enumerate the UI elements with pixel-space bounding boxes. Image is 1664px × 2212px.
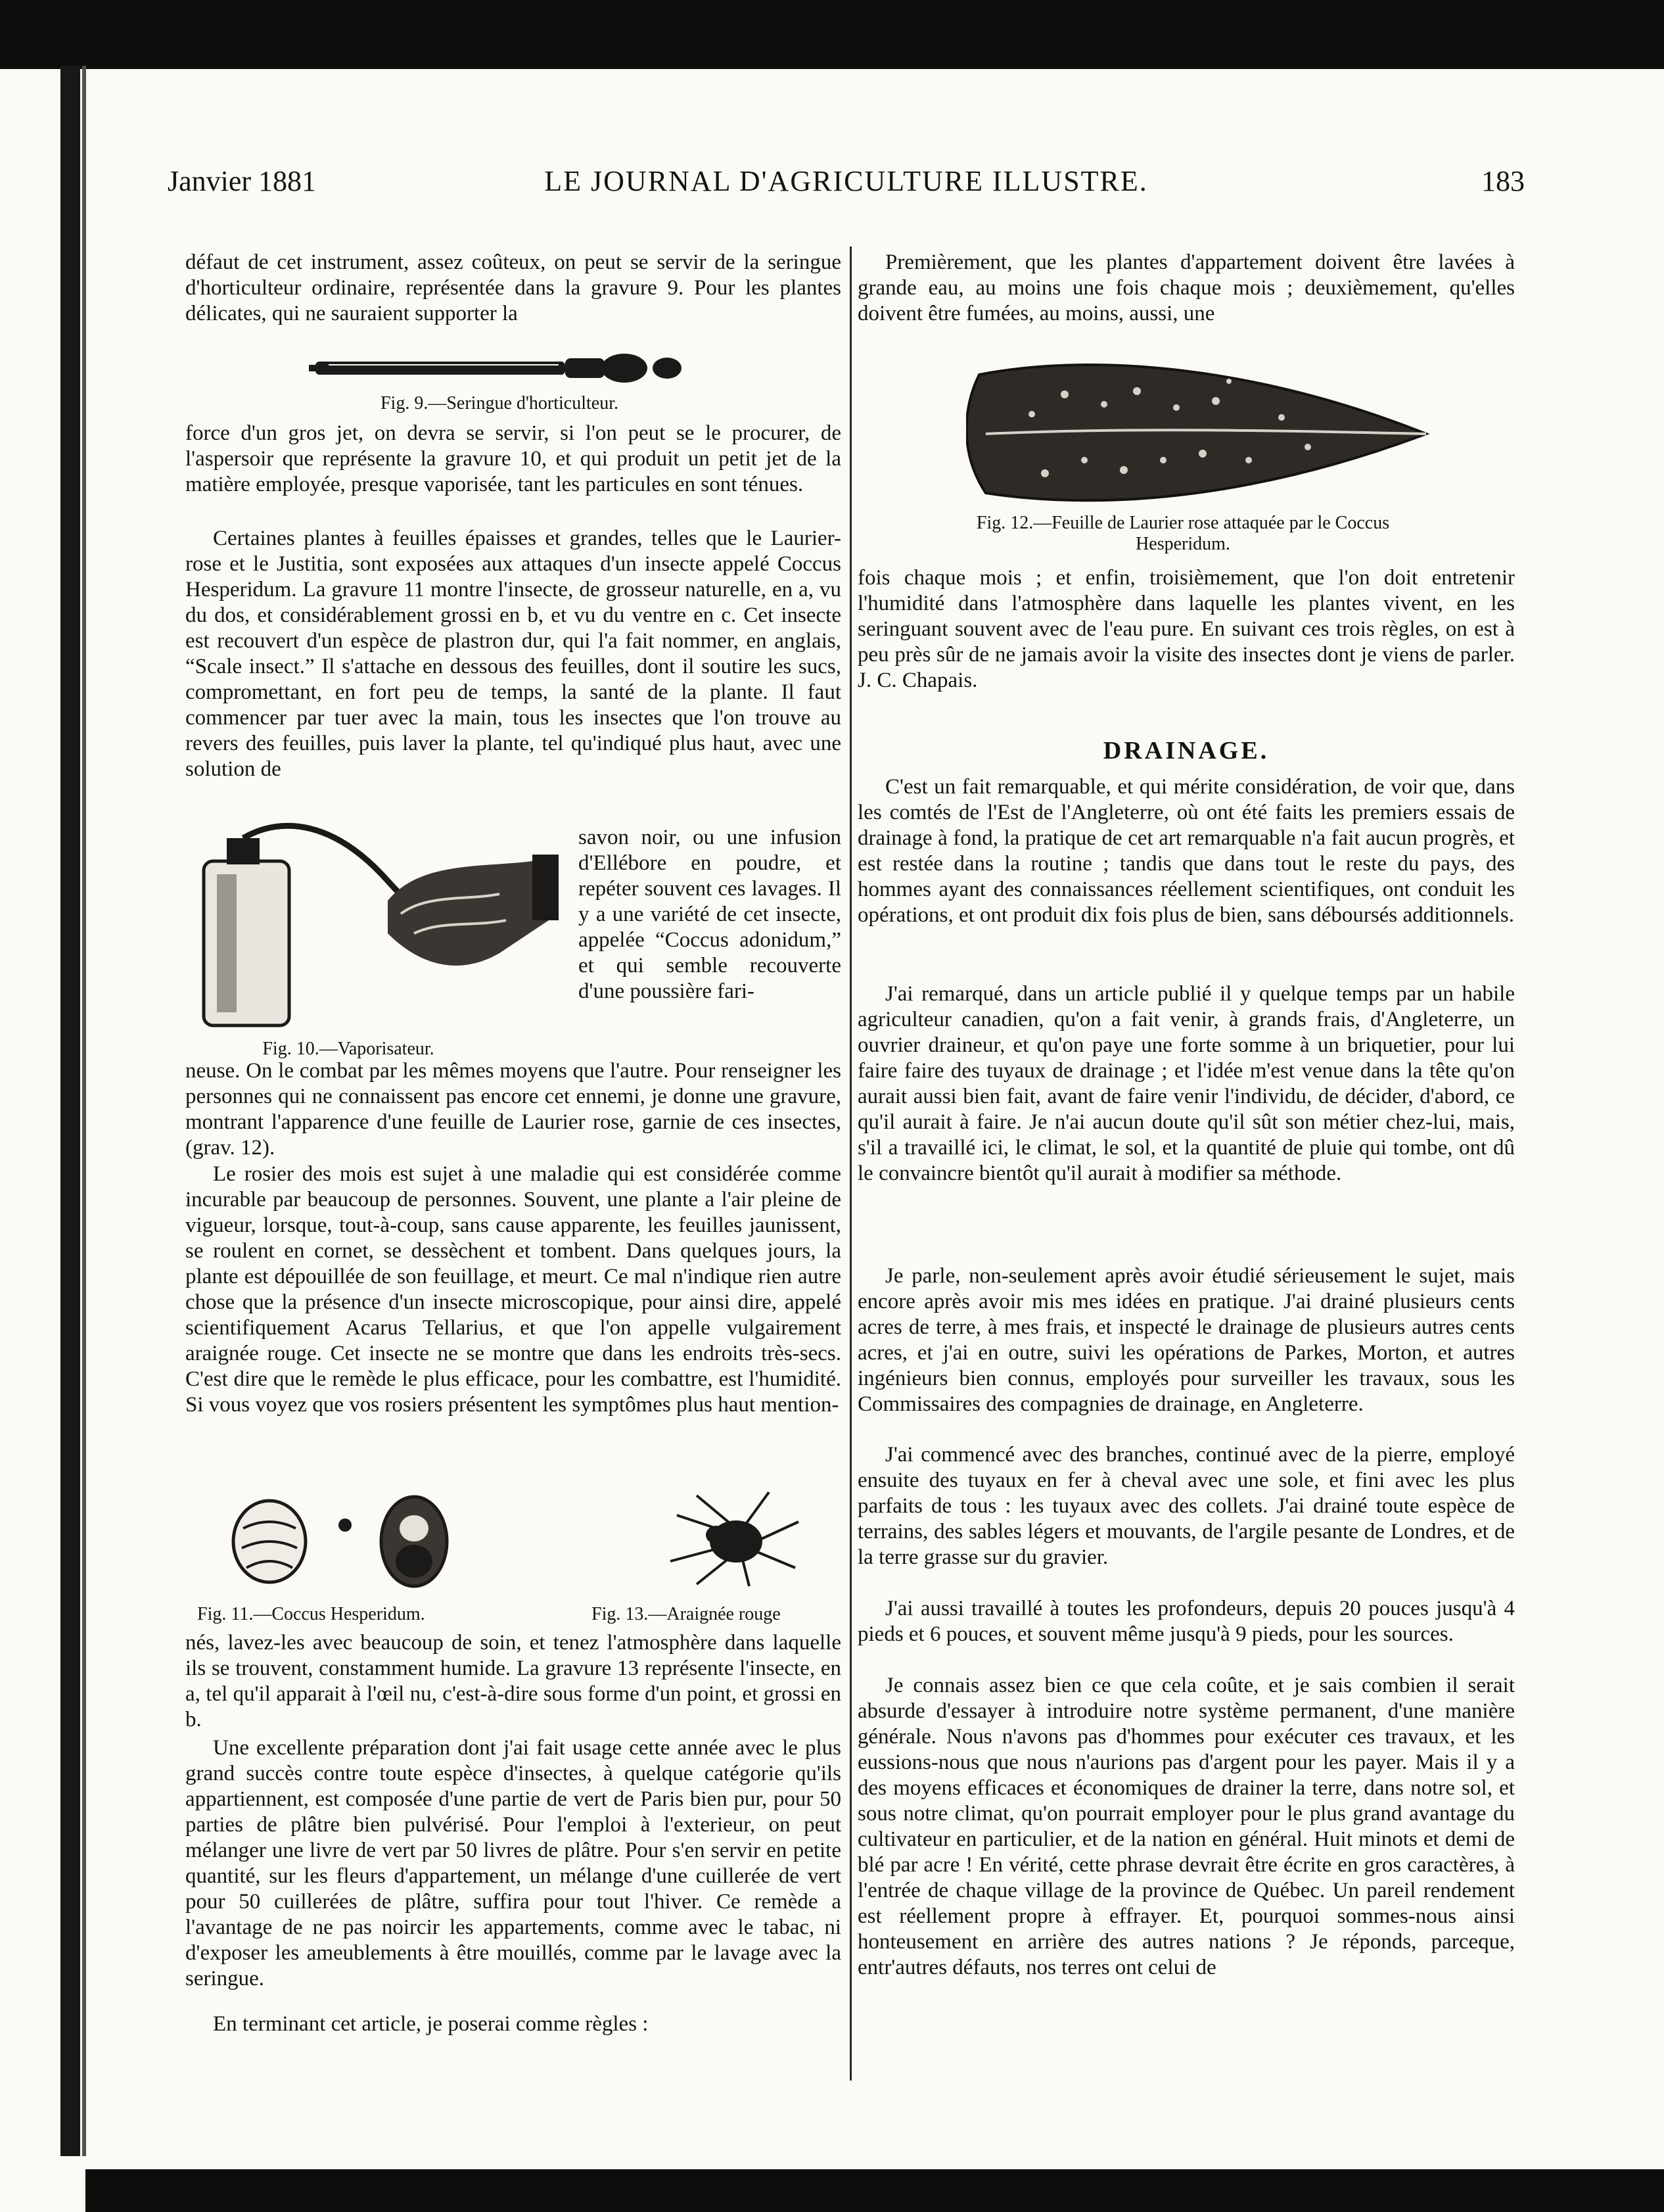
left-paragraph-8 bbox=[185, 2012, 841, 2037]
left-paragraph-2 bbox=[185, 421, 841, 498]
fig11-coccus-illustration bbox=[223, 1489, 460, 1594]
scan-border-bottom bbox=[85, 2169, 1664, 2212]
paragraph-text: En terminant cet article, je poserai comme règles : bbox=[213, 2012, 649, 2036]
header-journal-title: LE JOURNAL D'AGRICULTURE ILLUSTRE. bbox=[544, 165, 1148, 197]
right-paragraph-8 bbox=[858, 1673, 1515, 1981]
right-paragraph-7 bbox=[858, 1596, 1515, 1647]
right-paragraph-1 bbox=[858, 250, 1515, 327]
paragraph-text: Le rosier des mois est sujet à une maladie qui est considérée comme incurable par beaucoup de personnes. Souvent, une plante a l'air pleine de vigueur, lorsque, tout-à-coup, sans cause apparente, les feuilles jaunissent, se roulent en cornet, se dessèchent et tombent. Dans quelques jours, la plante est dépouillée de son feuillage, et meurt. Ce mal n'indique rien autre chose que la présence d'un insecte microscopique, pour ainsi dire, appelé scientifiquement Acarus Tellarius, et que l'on appelle vulgairement araignée rouge. Cet insecte ne se montre que dans les endroits très-secs. C'est dire que le remède le plus efficace, pour les combattre, est l'humidité. Si vous voyez que vos rosiers présentent les symptômes plus haut mention- bbox=[185, 1162, 841, 1417]
left-paragraph-4 bbox=[185, 1058, 841, 1161]
right-paragraph-4 bbox=[858, 981, 1515, 1187]
fig13-caption: Fig. 13.—Araignée rouge bbox=[591, 1604, 781, 1624]
fig10-caption: Fig. 10.—Vaporisateur. bbox=[262, 1039, 434, 1059]
paragraph-text: Premièrement, que les plantes d'appartement doivent être lavées à grande eau, au moins une fois chaque mois ; deuxièmement, qu'elles doivent être fumées, au moins, aussi, une bbox=[858, 250, 1515, 325]
fig12-oleander-leaf-illustration bbox=[966, 355, 1439, 506]
right-paragraph-2 bbox=[858, 565, 1515, 694]
fig11-caption: Fig. 11.—Coccus Hesperidum. bbox=[197, 1604, 425, 1624]
fig12-caption: Fig. 12.—Feuille de Laurier rose attaquée par le Coccus Hesperidum. bbox=[976, 513, 1390, 554]
paragraph-text: J'ai aussi travaillé à toutes les profondeurs, depuis 20 pouces jusqu'à 4 pieds et 6 pouces, et souvent même jusqu'à 9 pieds, pour les sources. bbox=[858, 1597, 1515, 1646]
section-title-drainage: DRAINAGE. bbox=[1103, 737, 1270, 765]
scan-border-left bbox=[60, 66, 80, 2156]
header-date: Janvier 1881 bbox=[168, 165, 317, 197]
paragraph-text: Certaines plantes à feuilles épaisses et grandes, telles que le Laurier-rose et le Justitia, sont exposées aux attaques d'un insecte appelé Coccus Hesperidum. La gravure 11 montre l'insecte, de grosseur naturelle, en a, vu du dos, et considérablement grossi en b, et vu du ventre en c. Cet insecte est recouvert d'un espèce de plastron dur, qui l'a fait nommer, en anglais, “Scale insect.” Il s'attache en dessous des feuilles, dont il soutire les sucs, compromettant, en fort peu de temps, la santé de la plante. Il faut commencer par tuer avec la main, tous les insectes que l'on trouve au revers des feuilles, puis laver la plante, tel qu'indiqué plus haut, avec une solution de bbox=[185, 527, 841, 781]
left-paragraph-3 bbox=[185, 526, 841, 782]
paragraph-text: Je parle, non-seulement après avoir étudié sérieusement le sujet, mais encore après avoir mis mes idées en pratique. J'ai drainé plusieurs cents acres de terre, à mes frais, et inspecté le drainage de plusieurs autres cents acres, et j'ai en outre, suivi les opérations de Parkes, Morton, et autres ingénieurs bien connus, employés pour surveiller les travaux, sous les Commissaires des compagnies de drainage, en Angleterre. bbox=[858, 1264, 1515, 1416]
paragraph-text: C'est un fait remarquable, et qui mérite considération, de voir que, dans les comtés de l'Est de l'Angleterre, où ont été faits les premiers essais de drainage à fond, la pratique de cet art remarquable n'a fait aucun progrès, et est restée dans la routine ; tandis que dans tout le reste du pays, des hommes ayant des connaissances réellement scientifiques, ont conduit les opérations, et ont produit dix fois plus de bien, sans déboursés additionnels. bbox=[858, 775, 1515, 927]
page-header bbox=[168, 164, 1525, 204]
paragraph-text: neuse. On le combat par les mêmes moyens que l'autre. Pour renseigner les personnes qui ne connaissent pas encore cet ennemi, je donne une gravure, montrant l'apparence d'une feuille de Laurier rose, garnie de ces insectes, (grav. 12). bbox=[185, 1059, 841, 1160]
left-paragraph-1 bbox=[185, 250, 841, 327]
left-paragraph-7 bbox=[185, 1735, 841, 1992]
paragraph-text: fois chaque mois ; et enfin, troisièmement, que l'on doit entretenir l'humidité dans l'atmosphère dans laquelle les plantes vivent, en les seringuant souvent avec de l'eau pure. En suivant ces trois règles, on est à peu près sûr de ne jamais avoir la visite des insectes dont je viens de parler. J. C. Chapais. bbox=[858, 566, 1515, 692]
fig9-syringe-illustration bbox=[309, 345, 690, 391]
fig9-caption: Fig. 9.—Seringue d'horticulteur. bbox=[380, 393, 618, 413]
paragraph-text: savon noir, ou une infusion d'Ellébore en poudre, et repéter souvent ces lavages. Il y a une variété de cet insecte, appelée “Coccus adonidum,” et qui semble recouverte d'une poussière fari- bbox=[578, 826, 841, 1003]
scan-border-left-inner bbox=[82, 66, 86, 2156]
paragraph-text: J'ai remarqué, dans un article publié il y quelque temps par un habile agriculteur canadien, qu'on a fait venir, à grands frais, d'Angleterre, un ouvrier draineur, et qu'on paye une forte somme à un briquetier, pour lui faire faire des tuyaux de drainage ; et l'idée m'est venue dans la tête qu'on aurait aussi bien fait, avant de faire venir l'individu, de décider, d'abord, ce qu'il aurait à faire. Je n'ai aucun doute qu'il sût son métier chez-lui, mais, s'il a travaillé ici, le climat, le sol, et la quantité de pluie qui tombe, ont dû le convaincre bientôt qu'il aurait à modifier sa méthode. bbox=[858, 982, 1515, 1185]
left-paragraph-3-wrap bbox=[578, 825, 841, 1004]
fig13-red-spider-illustration bbox=[657, 1489, 802, 1588]
right-paragraph-6 bbox=[858, 1442, 1515, 1570]
fig10-vaporizer-illustration bbox=[191, 822, 572, 1039]
paragraph-text: force d'un gros jet, on devra se servir, si l'on peut se le procurer, de l'aspersoir que représente la gravure 10, et qui produit un petit jet de la matière employée, presque vaporisée, tant les particules en sont ténues. bbox=[185, 421, 841, 496]
left-paragraph-6 bbox=[185, 1630, 841, 1733]
paragraph-text: nés, lavez-les avec beaucoup de soin, et tenez l'atmosphère dans laquelle ils se trouvent, constamment humide. La gravure 13 représente l'insecte, en a, tel qu'il apparait à l'œil nu, c'est-à-dire sous forme d'un point, et grossi en b. bbox=[185, 1631, 841, 1731]
scan-border-top bbox=[0, 0, 1664, 69]
paragraph-text: Une excellente préparation dont j'ai fait usage cette année avec le plus grand succès contre toute espèce d'insectes, à quelque catégorie qu'ils appartiennent, est composée d'une partie de vert de Paris bien pur, pour 50 parties de plâtre bien pulvérisé. Pour l'emploi à l'exterieur, on peut mélanger une livre de vert par 50 livres de plâtre. Pour s'en servir en petite quantité, sur les fleurs d'appartement, un mélange d'une cuillerée de vert pour 50 cuillerées de plâtre, suffira pour tout l'hiver. Ce remède a l'avantage de ne pas noircir les appartements, comme avec le tabac, ni d'exposer les ameublements à être mouillés, comme par le lavage avec la seringue. bbox=[185, 1736, 841, 1990]
right-paragraph-3 bbox=[858, 774, 1515, 928]
header-page-number: 183 bbox=[1481, 165, 1525, 197]
paragraph-text: défaut de cet instrument, assez coûteux, on peut se servir de la seringue d'horticulteur ordinaire, représentée dans la gravure 9. Pour les plantes délicates, qui ne sauraient supporter la bbox=[185, 250, 841, 325]
right-paragraph-5 bbox=[858, 1263, 1515, 1417]
paragraph-text: J'ai commencé avec des branches, continué avec de la pierre, employé ensuite des tuyaux en fer à cheval avec une sole, et fini avec les plus parfaits de tous : les tuyaux avec des collets. J'ai drainé toute espèce de terrains, des sables légers et mouvants, de l'argile pesante de Londres, et de la terre grasse sur du gravier. bbox=[858, 1443, 1515, 1569]
column-divider bbox=[850, 247, 852, 2081]
left-paragraph-5 bbox=[185, 1162, 841, 1418]
paragraph-text: Je connais assez bien ce que cela coûte, et je sais combien il serait absurde d'essayer à introduire notre système permanent, d'une manière générale. Nous n'avons pas d'hommes pour exécuter ces travaux, et les eussions-nous que nous n'aurions pas d'argent pour les payer. Mais il y a des moyens efficaces et économiques de drainer la terre, dans notre sol, et sous notre climat, qu'on pourrait employer pour le plus grand avantage du cultivateur en particulier, et de la nation en général. Huit minots et demi de blé par acre ! En vérité, cette phrase devrait être écrite en gros caractères, à l'entrée de chaque village de la province de Québec. Un pareil rendement est réellement propre à effrayer. Et, pourquoi sommes-nous ainsi honteusement en arrière des autres nations ? Je réponds, parceque, entr'autres défauts, nos terres ont celui de bbox=[858, 1674, 1515, 1979]
